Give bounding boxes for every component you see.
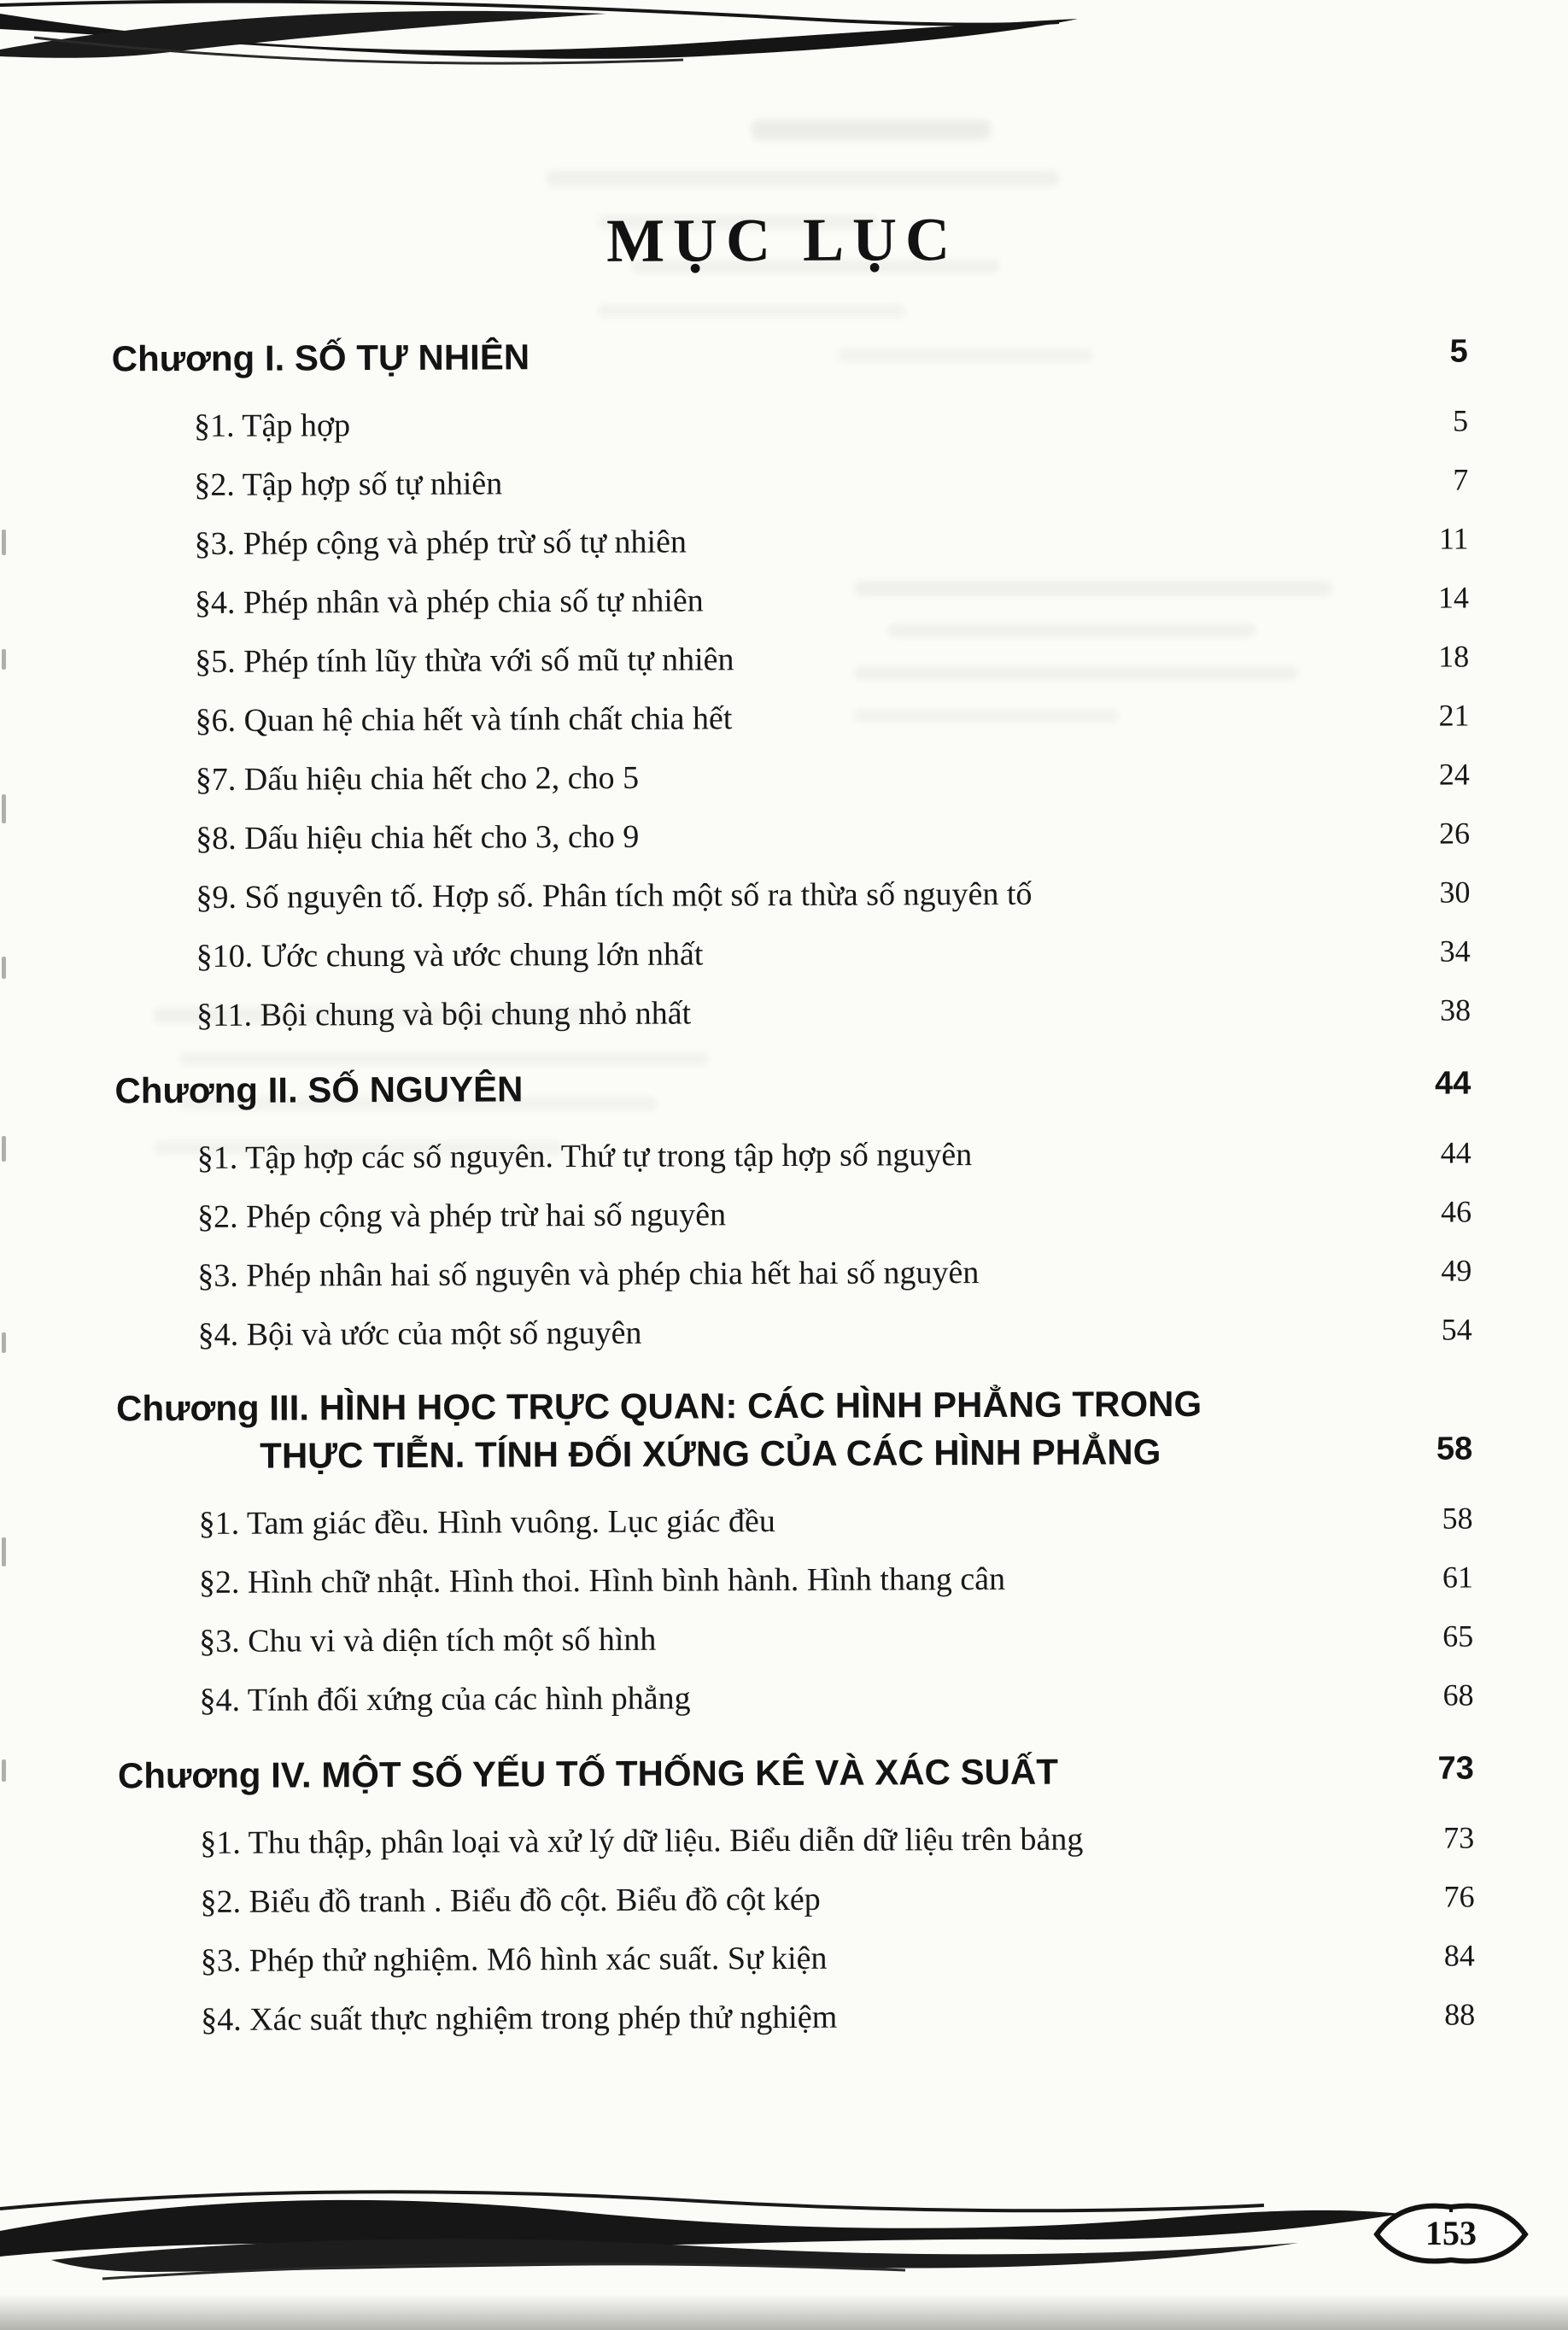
toc-item-page: 46 bbox=[1440, 1193, 1472, 1229]
toc-item-page: 84 bbox=[1443, 1937, 1475, 1973]
toc-item-page: 18 bbox=[1438, 639, 1470, 674]
toc-item-page: 38 bbox=[1439, 992, 1471, 1027]
toc-item-label: §7. Dấu hiệu chia hết cho 2, cho 5 bbox=[195, 759, 640, 798]
toc-item-row bbox=[114, 803, 1470, 868]
toc-item-page: 5 bbox=[1452, 403, 1469, 438]
table-of-contents bbox=[0, 327, 1568, 2050]
toc-item-label: §4. Tính đối xứng của các hình phẳng bbox=[199, 1679, 691, 1718]
toc-item-page: 44 bbox=[1440, 1134, 1471, 1170]
toc-item-page: 54 bbox=[1441, 1311, 1472, 1347]
toc-item-page: 61 bbox=[1442, 1559, 1474, 1595]
toc-item-label: §3. Phép cộng và phép trừ số tự nhiên bbox=[194, 523, 687, 562]
toc-item-row bbox=[117, 1547, 1473, 1612]
toc-item-label: §1. Thu thập, phân loại và xử lý dữ liệu. Biểu diễn dữ liệu trên bảng bbox=[200, 1820, 1084, 1861]
toc-item-page: 73 bbox=[1443, 1819, 1475, 1855]
toc-chapter-3 bbox=[116, 1379, 1474, 1730]
toc-item-page: 26 bbox=[1439, 815, 1471, 851]
chapter-title: Chương I. SỐ TỰ NHIÊN bbox=[111, 337, 530, 379]
toc-item-row bbox=[115, 1240, 1471, 1305]
toc-item-page: 76 bbox=[1443, 1878, 1475, 1914]
toc-item-label: §6. Quan hệ chia hết và tính chất chia hết bbox=[195, 700, 733, 739]
toc-item-row bbox=[114, 744, 1470, 809]
toc-item-label: §4. Phép nhân và phép chia số tự nhiên bbox=[194, 582, 704, 621]
toc-item-row bbox=[117, 1665, 1473, 1730]
chapter-title: Chương II. SỐ NGUYÊN bbox=[114, 1068, 524, 1111]
toc-item-row bbox=[115, 1122, 1471, 1187]
toc-item-label: §1. Tập hợp bbox=[193, 407, 351, 444]
toc-item-label: §2. Tập hợp số tự nhiên bbox=[194, 465, 503, 503]
toc-item-label: §3. Phép nhân hai số nguyên và phép chia hết hai số nguyên bbox=[197, 1254, 980, 1294]
chapter-page-number: 73 bbox=[1437, 1750, 1474, 1787]
toc-item-page: 21 bbox=[1438, 697, 1470, 733]
toc-item-row bbox=[112, 509, 1468, 574]
toc-item-row bbox=[113, 685, 1469, 750]
chapter-heading-row bbox=[114, 1059, 1471, 1115]
toc-item-page: 88 bbox=[1444, 1996, 1476, 2032]
chapter-title-line1: Chương III. HÌNH HỌC TRỰC QUAN: CÁC HÌNH PHẲNG TRONG bbox=[115, 1383, 1202, 1429]
toc-item-row bbox=[118, 1807, 1474, 1872]
toc-item-page: 49 bbox=[1441, 1252, 1472, 1288]
scan-edge-shadow bbox=[0, 2294, 1568, 2330]
chapter-page-number: 5 bbox=[1449, 333, 1468, 370]
toc-item-row bbox=[112, 391, 1468, 456]
toc-item-row bbox=[116, 1488, 1472, 1553]
toc-item-label: §11. Bội chung và bội chung nhỏ nhất bbox=[196, 994, 692, 1033]
toc-item-label: §8. Dấu hiệu chia hết cho 3, cho 9 bbox=[196, 818, 640, 857]
toc-item-page: 58 bbox=[1442, 1500, 1473, 1536]
toc-chapter-4 bbox=[118, 1744, 1476, 2049]
toc-item-row bbox=[115, 1181, 1471, 1246]
chapter-heading-row bbox=[116, 1379, 1472, 1480]
toc-chapter-1 bbox=[112, 328, 1471, 1045]
toc-item-page: 34 bbox=[1439, 933, 1471, 969]
toc-item-page: 68 bbox=[1442, 1677, 1474, 1712]
chapter-page-number: 44 bbox=[1435, 1065, 1471, 1102]
toc-item-row bbox=[119, 1984, 1475, 2049]
bottom-wave-ornament bbox=[0, 2178, 1568, 2289]
chapter-title-line2: THỰC TIỄN. TÍNH ĐỐI XỨNG CỦA CÁC HÌNH PHẲNG bbox=[260, 1431, 1161, 1476]
toc-item-row bbox=[114, 980, 1471, 1045]
toc-item-label: §1. Tam giác đều. Hình vuông. Lục giác đều bbox=[198, 1502, 775, 1542]
toc-item-page: 14 bbox=[1437, 580, 1470, 615]
toc-item-row bbox=[114, 921, 1471, 986]
toc-item-page: 30 bbox=[1439, 874, 1471, 910]
toc-chapter-2 bbox=[114, 1059, 1472, 1364]
chapter-title: Chương IV. MỘT SỐ YẾU TỐ THỐNG KÊ VÀ XÁC SUẤT bbox=[117, 1751, 1059, 1796]
toc-item-label: §5. Phép tính lũy thừa với số mũ tự nhiên bbox=[195, 641, 734, 680]
toc-item-row bbox=[113, 568, 1469, 633]
toc-item-row bbox=[119, 1925, 1475, 1990]
page-title: MỤC LỤC bbox=[606, 205, 959, 275]
toc-item-label: §3. Phép thử nghiệm. Mô hình xác suất. Sự kiện bbox=[200, 1940, 828, 1979]
chapter-heading-row bbox=[112, 328, 1468, 383]
toc-item-label: §2. Hình chữ nhật. Hình thoi. Hình bình hành. Hình thang cân bbox=[198, 1560, 1006, 1601]
book-page-number: 153 bbox=[1425, 2214, 1477, 2252]
toc-item-label: §1. Tập hợp các số nguyên. Thứ tự trong tập hợp số nguyên bbox=[196, 1136, 973, 1176]
toc-item-page: 24 bbox=[1438, 756, 1470, 792]
toc-item-label: §10. Ước chung và ước chung lớn nhất bbox=[196, 935, 704, 975]
toc-item-page: 11 bbox=[1438, 521, 1469, 556]
toc-item-row bbox=[117, 1606, 1473, 1671]
toc-item-page: 65 bbox=[1442, 1618, 1474, 1654]
toc-item-label: §2. Biểu đồ tranh . Biểu đồ cột. Biểu đồ cột kép bbox=[200, 1881, 821, 1920]
toc-item-label: §4. Bội và ước của một số nguyên bbox=[197, 1314, 642, 1353]
toc-item-row bbox=[113, 627, 1469, 692]
chapter-page-number: 58 bbox=[1436, 1431, 1473, 1467]
toc-item-page: 7 bbox=[1453, 462, 1469, 497]
open-book-icon bbox=[1370, 2187, 1532, 2280]
toc-item-label: §3. Chu vi và diện tích một số hình bbox=[199, 1621, 657, 1660]
toc-item-row bbox=[116, 1299, 1472, 1364]
toc-item-row bbox=[112, 450, 1468, 515]
toc-item-label: §9. Số nguyên tố. Hợp số. Phân tích một số ra thừa số nguyên tố bbox=[196, 875, 1033, 916]
chapter-heading-row bbox=[118, 1744, 1474, 1800]
toc-item-label: §4. Xác suất thực nghiệm trong phép thử nghiệm bbox=[201, 1999, 838, 2038]
toc-item-row bbox=[118, 1866, 1474, 1931]
toc-item-label: §2. Phép cộng và phép trừ hai số nguyên bbox=[196, 1196, 727, 1235]
toc-item-row bbox=[114, 862, 1470, 927]
